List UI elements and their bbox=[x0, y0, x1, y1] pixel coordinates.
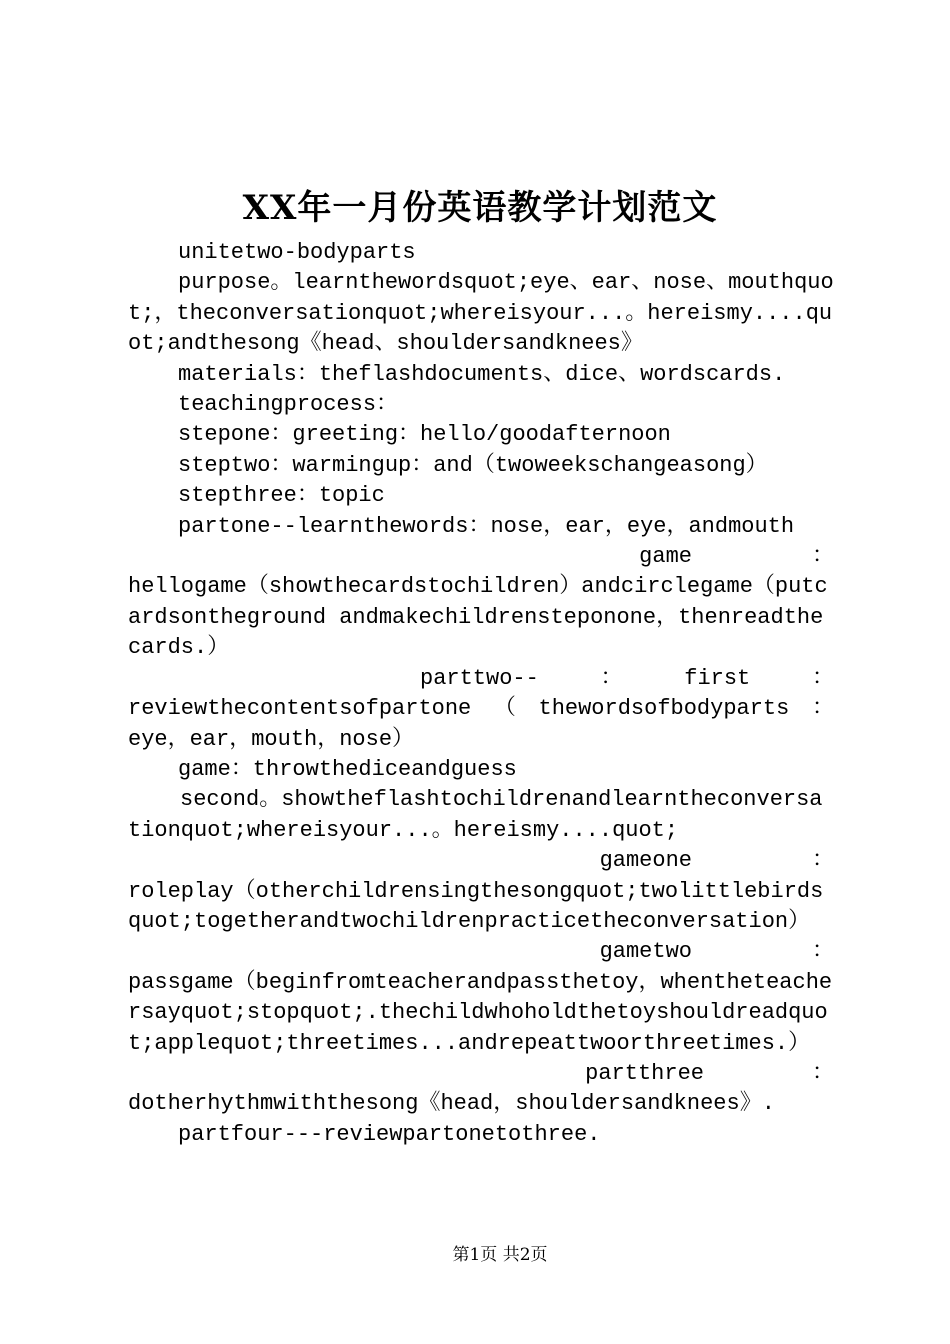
paragraph-second: second。showtheflashtochildrenandlearntheconversationquot;whereisyour...。hereismy....quot; bbox=[128, 787, 823, 843]
game-one-heading: gameone bbox=[599, 848, 692, 874]
part-two-block bbox=[128, 664, 834, 755]
game-two-colon: ： bbox=[811, 939, 834, 965]
paragraph-step-two: steptwo：warmingup：and（twoweekschangeasong） bbox=[178, 452, 768, 478]
paragraph-dice-game: game：throwthediceandguess bbox=[178, 756, 517, 782]
game-body: hellogame（showthecardstochildren）andcirclegame（putcardsontheground andmakechildrensteponone，thenreadthecards.） bbox=[128, 574, 828, 661]
game-one-block bbox=[128, 846, 834, 937]
part-two-list: eye，ear，mouth，nose） bbox=[128, 726, 415, 752]
paragraph-unit: unitetwo-bodyparts bbox=[178, 240, 416, 265]
part-two-first: first bbox=[684, 665, 751, 691]
game-block bbox=[128, 542, 834, 664]
part-two-review: reviewthecontentsofpartone bbox=[128, 696, 472, 722]
game-two-heading-row bbox=[128, 937, 834, 967]
part-three-heading: partthree bbox=[585, 1060, 704, 1086]
part-three-body: dotherhythmwiththesong《head，shouldersandknees》. bbox=[128, 1091, 775, 1117]
part-two-heading-row bbox=[128, 664, 834, 694]
paragraph-step-three: stepthree：topic bbox=[178, 483, 385, 509]
game-one-body: roleplay（otherchildrensingthesongquot;twolittlebirdsquot;togetherandtwochildrenpracticetheconversation） bbox=[128, 878, 824, 934]
part-two-colon-1: ： bbox=[600, 665, 623, 691]
part-two-heading: parttwo-- bbox=[420, 665, 539, 691]
paragraph-part-four: partfour---reviewpartonetothree. bbox=[178, 1121, 601, 1147]
part-two-review-row bbox=[128, 694, 834, 724]
paragraph-materials: materials：theflashdocuments、dice、wordscards. bbox=[178, 361, 786, 387]
paragraph-purpose: purpose。learnthewordsquot;eye、ear、nose、mouthquot;，theconversationquot;whereisyour...。hereismy....quot;andthesong《head、shouldersandknees》 bbox=[128, 270, 834, 357]
part-two-words: thewordsofbodyparts bbox=[538, 696, 790, 722]
document-body bbox=[128, 238, 834, 1150]
game-heading: game bbox=[639, 544, 692, 570]
game-one-colon: ： bbox=[811, 848, 834, 874]
paragraph-teaching-process: teachingprocess： bbox=[178, 392, 399, 418]
part-two-colon-3: ： bbox=[811, 696, 834, 722]
game-one-heading-row bbox=[128, 846, 834, 876]
paragraph-step-one: stepone：greeting：hello/goodafternoon bbox=[178, 422, 671, 448]
part-three-heading-row bbox=[128, 1059, 834, 1089]
part-three-colon: ： bbox=[811, 1060, 834, 1086]
page-number-footer: 第1页 共2页 bbox=[452, 1245, 548, 1265]
game-heading-row bbox=[128, 542, 834, 572]
game-two-block bbox=[128, 937, 834, 1059]
document-title: XX年一月份英语教学计划范文 bbox=[242, 188, 718, 228]
game-two-body: passgame（beginfromteacherandpassthetoy，whentheteachersayquot;stopquot;.thechildwhoholdthetoyshouldreadquot;applequot;threetimes...andrepeattwoorthreetimes.） bbox=[128, 969, 833, 1056]
game-colon: ： bbox=[811, 544, 834, 570]
part-two-colon-2: ： bbox=[811, 665, 834, 691]
part-two-paren: （ bbox=[493, 696, 516, 722]
game-two-heading: gametwo bbox=[599, 939, 692, 965]
part-three-block bbox=[128, 1059, 834, 1120]
paragraph-part-one: partone--learnthewords：nose，ear，eye，andmouth bbox=[178, 513, 795, 539]
